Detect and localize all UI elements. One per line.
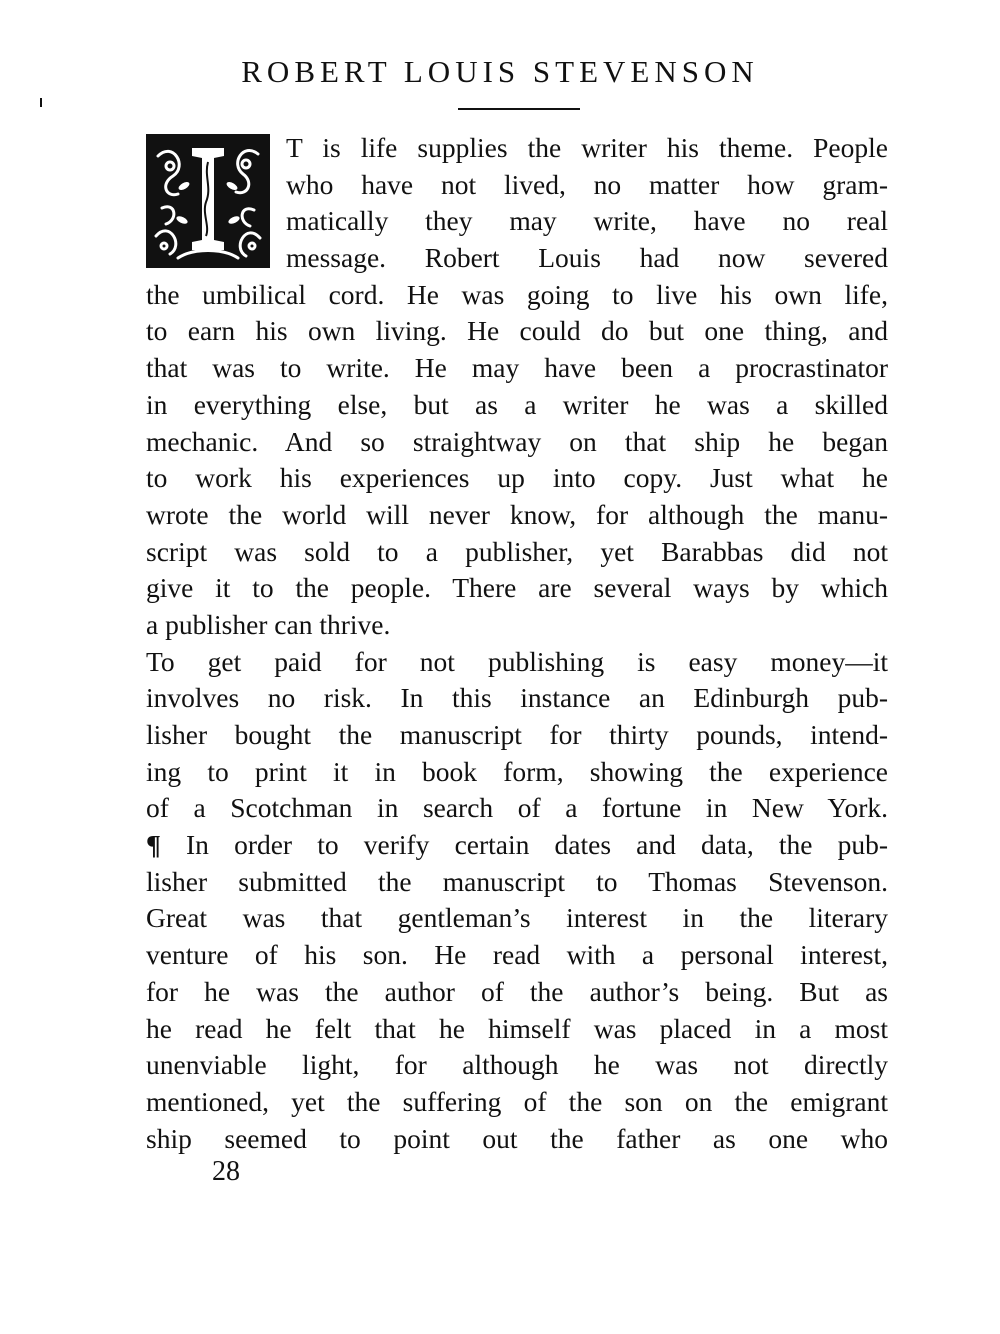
pilcrow-icon: ¶ <box>146 829 161 861</box>
text-line: of a Scotchman in search of a fortune in New York. <box>146 792 888 824</box>
ink-speck <box>40 98 42 107</box>
text-line: unenviable light, for although he was not directly <box>146 1049 888 1081</box>
text-line: ing to print it in book form, showing the experience <box>146 755 888 787</box>
text-line: who have not lived, no matter how gram- <box>286 168 888 200</box>
text-line: venture of his son. He read with a personal interest, <box>146 939 888 971</box>
text-line: wrote the world will never know, for although the manu- <box>146 498 888 530</box>
text-line: lisher bought the manuscript for thirty pounds, intend- <box>146 719 888 750</box>
text-line: a publisher can thrive. <box>146 608 391 640</box>
text-line: To get paid for not publishing is easy money—it <box>146 645 888 677</box>
text-line: Great was that gentleman’s interest in the literary <box>146 902 888 934</box>
text-line: that was to write. He may have been a procrastinator <box>146 352 888 384</box>
text-line <box>146 827 888 864</box>
text-line: ship seemed to point out the father as one who <box>146 1122 888 1154</box>
header-rule <box>458 108 580 110</box>
text-line: mentioned, yet the suffering of the son on the emigrant <box>146 1085 888 1117</box>
text-line: he read he felt that he himself was placed in a most <box>146 1012 888 1044</box>
text-line: lisher submitted the manuscript to Thomas Stevenson. <box>146 865 888 897</box>
page-number: 28 <box>212 1156 240 1187</box>
body-text <box>146 130 888 1157</box>
text-line: matically they may write, have no real <box>286 205 888 237</box>
text-line: script was sold to a publisher, yet Barabbas did not <box>146 535 888 567</box>
text-line: for he was the author of the author’s being. But as <box>146 975 888 1007</box>
text-line-content: In order to verify certain dates and data, the pub- <box>186 829 889 861</box>
text-line: in everything else, but as a writer he was a skilled <box>146 388 888 420</box>
text-line: give it to the people. There are several ways by which <box>146 572 888 604</box>
running-header: ROBERT LOUIS STEVENSON <box>241 54 759 89</box>
text-line: the umbilical cord. He was going to live his own life, <box>146 278 888 310</box>
text-line: to work his experiences up into copy. Just what he <box>146 462 888 494</box>
text-line: mechanic. And so straightway on that ship he began <box>146 425 888 457</box>
text-line: message. Robert Louis had now severed <box>286 242 888 274</box>
text-line: to earn his own living. He could do but one thing, and <box>146 315 888 347</box>
text-line: involves no risk. In this instance an Edinburgh pub- <box>146 682 888 714</box>
text-line: T is life supplies the writer his theme. People <box>286 132 888 163</box>
